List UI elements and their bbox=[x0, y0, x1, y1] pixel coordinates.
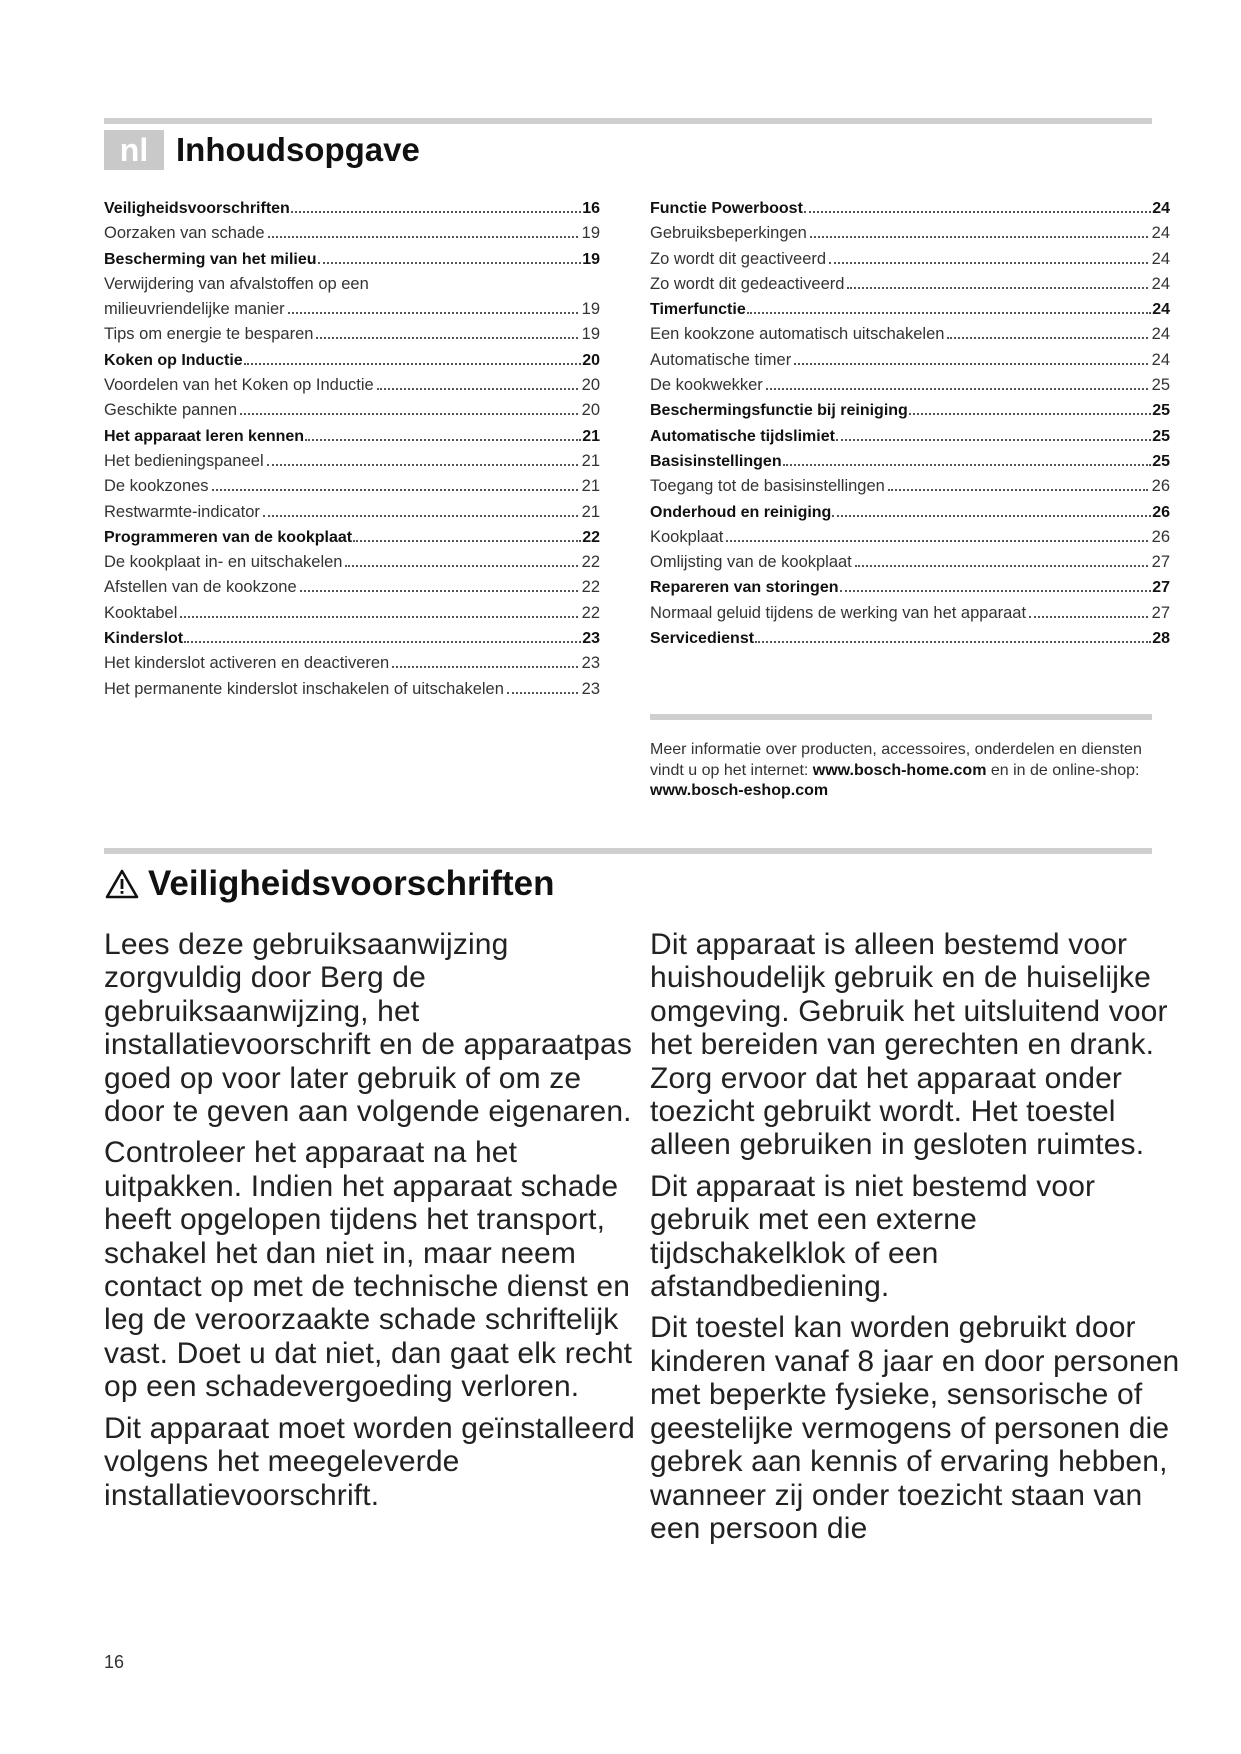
toc-entry-text: Het bedieningspaneel bbox=[104, 451, 264, 470]
dot-leader bbox=[345, 565, 577, 567]
dot-leader bbox=[766, 388, 1148, 390]
toc-entry-text: Zo wordt dit geactiveerd bbox=[650, 249, 827, 268]
dot-leader bbox=[829, 262, 1148, 264]
dot-leader bbox=[392, 666, 577, 668]
toc-entry-text: Repareren van storingen bbox=[650, 579, 839, 597]
toc-entry[interactable] bbox=[104, 651, 600, 676]
toc-entry[interactable] bbox=[650, 500, 1170, 525]
toc-page-number: 16 bbox=[582, 200, 600, 217]
toc-entry-text: Timerfunctie bbox=[650, 301, 746, 319]
toc-page-number: 20 bbox=[582, 351, 600, 369]
safety-title: Veiligheidsvoorschriften bbox=[148, 864, 555, 903]
toc-entry[interactable] bbox=[650, 247, 1170, 272]
toc-entry[interactable] bbox=[650, 221, 1170, 246]
dot-leader bbox=[726, 540, 1147, 542]
toc-page-number: 21 bbox=[582, 427, 600, 445]
toc-page-number: 26 bbox=[1151, 477, 1170, 496]
toc-entry-text: De kookwekker bbox=[650, 376, 763, 395]
dot-leader bbox=[305, 439, 581, 441]
toc-page-number: 23 bbox=[581, 654, 600, 673]
dot-leader bbox=[804, 211, 1151, 213]
paragraph: Dit toestel kan worden gebruikt door kinderen vanaf 8 jaar en door personen met beperkte fysieke, sensorische of geestelijke vermogens of personen die gebrek aan kennis of ervaring hebben, wanneer zij onder toezicht staan van een persoon die bbox=[650, 1311, 1180, 1545]
toc-entry-text: Beschermingsfunctie bij reiniging bbox=[650, 402, 908, 420]
toc-entry[interactable] bbox=[104, 398, 600, 423]
dot-leader bbox=[240, 413, 578, 415]
dot-leader bbox=[316, 337, 577, 339]
safety-left-column bbox=[104, 928, 644, 1520]
bosch-eshop-link[interactable]: www.bosch-eshop.com bbox=[650, 782, 829, 799]
dot-leader bbox=[300, 590, 578, 592]
toc-page-number: 22 bbox=[581, 578, 600, 597]
toc-entry-text: Oorzaken van schade bbox=[104, 224, 265, 243]
toc-entry-text: Restwarmte-indicator bbox=[104, 502, 260, 521]
paragraph: Dit apparaat moet worden geïnstalleerd volgens het meegeleverde installatievoorschrift. bbox=[104, 1411, 636, 1512]
dot-leader bbox=[836, 439, 1151, 441]
toc-entry-text: Functie Powerboost bbox=[650, 200, 803, 217]
toc-entry[interactable] bbox=[650, 196, 1170, 221]
toc-entry[interactable] bbox=[104, 348, 600, 373]
toc-entry[interactable] bbox=[104, 449, 600, 474]
section-rule bbox=[104, 848, 1152, 854]
safety-heading bbox=[104, 862, 555, 906]
toc-entry-text: De kookplaat in- en uitschakelen bbox=[104, 553, 343, 572]
toc-entry[interactable] bbox=[104, 373, 600, 398]
dot-leader bbox=[847, 287, 1147, 289]
toc-page-number: 27 bbox=[1151, 553, 1170, 572]
toc-page-number: 24 bbox=[1151, 224, 1170, 243]
dot-leader bbox=[291, 211, 581, 213]
toc-entry-text: De kookzones bbox=[104, 477, 209, 496]
toc-entry[interactable] bbox=[650, 373, 1170, 398]
dot-leader bbox=[180, 616, 577, 618]
info-text-b: en in de online-shop: bbox=[986, 761, 1140, 779]
toc-page-number: 24 bbox=[1152, 301, 1170, 319]
top-rule bbox=[104, 118, 1152, 124]
toc-entry[interactable] bbox=[650, 272, 1170, 297]
toc-page-number: 21 bbox=[581, 502, 600, 521]
toc-entry-text: Basisinstellingen bbox=[650, 452, 782, 470]
toc-entry-text: Koken op Inductie bbox=[104, 351, 243, 369]
toc-left-column bbox=[104, 196, 600, 702]
language-badge: nl bbox=[104, 130, 164, 170]
info-note bbox=[650, 740, 1170, 802]
toc-entry-text: Kookplaat bbox=[650, 527, 724, 546]
toc-entry-text: Bescherming van het milieu bbox=[104, 250, 317, 268]
dot-leader bbox=[212, 489, 578, 491]
toc-page-number: 26 bbox=[1152, 503, 1170, 521]
dot-leader bbox=[909, 413, 1151, 415]
toc-page-number: 22 bbox=[581, 553, 600, 572]
paragraph: Lees deze gebruiksaanwijzing zorgvuldig door Berg de gebruiksaanwijzing, het installatievoorschrift en de apparaatpas goed op voor later gebruik of om ze door te geven aan volgende eigenaren. bbox=[104, 928, 632, 1129]
toc-entry-text: Automatische timer bbox=[650, 350, 792, 369]
toc-entry[interactable] bbox=[650, 322, 1170, 347]
page-number: 16 bbox=[104, 1652, 125, 1672]
toc-page-number: 23 bbox=[581, 679, 600, 698]
dot-leader bbox=[184, 641, 581, 643]
toc-page-number: 24 bbox=[1151, 249, 1170, 268]
toc-entry[interactable] bbox=[650, 474, 1170, 499]
toc-entry-text: milieuvriendelijke manier bbox=[104, 300, 285, 319]
dot-leader bbox=[263, 515, 578, 517]
toc-page-number: 27 bbox=[1151, 603, 1170, 622]
toc-entry-text: Een kookzone automatisch uitschakelen bbox=[650, 325, 945, 344]
toc-page-number: 25 bbox=[1152, 402, 1170, 420]
dot-leader bbox=[377, 388, 578, 390]
toc-entry-text: Het permanente kinderslot inschakelen of uitschakelen bbox=[104, 679, 504, 698]
dot-leader bbox=[810, 236, 1148, 238]
paragraph: Dit apparaat is niet bestemd voor gebruik met een externe tijdschakelklok of een afstandbediening. bbox=[650, 1169, 1096, 1304]
toc-page-number: 28 bbox=[1152, 630, 1170, 648]
dot-leader bbox=[244, 363, 582, 365]
toc-entry[interactable] bbox=[104, 474, 600, 499]
toc-entry-text: Servicedienst bbox=[650, 630, 755, 648]
safety-right-column bbox=[650, 928, 1180, 1553]
toc-entry-text: Gebruiksbeperkingen bbox=[650, 224, 807, 243]
toc-page-number: 21 bbox=[581, 451, 600, 470]
toc-entry-text: Kooktabel bbox=[104, 603, 178, 622]
dot-leader bbox=[507, 692, 578, 694]
toc-page-number: 19 bbox=[582, 250, 600, 268]
toc-entry-text: Veiligheidsvoorschriften bbox=[104, 200, 290, 217]
toc-entry[interactable] bbox=[650, 297, 1170, 322]
toc-entry[interactable] bbox=[650, 449, 1170, 474]
toc-page-number: 21 bbox=[581, 477, 600, 496]
dot-leader bbox=[783, 464, 1152, 466]
toc-entry-text: Automatische tijdslimiet bbox=[650, 427, 835, 445]
dot-leader bbox=[947, 337, 1147, 339]
toc-entry-text: Omlijsting van de kookplaat bbox=[650, 553, 852, 572]
toc-entry[interactable] bbox=[650, 348, 1170, 373]
toc-entry[interactable] bbox=[104, 601, 600, 626]
toc-entry-line bbox=[104, 272, 600, 297]
warning-icon bbox=[104, 868, 140, 900]
toc-entry[interactable] bbox=[650, 424, 1170, 449]
dot-leader bbox=[888, 489, 1148, 491]
toc-page-number: 20 bbox=[581, 376, 600, 395]
toc-entry[interactable] bbox=[650, 550, 1170, 575]
dot-leader bbox=[318, 262, 582, 264]
toc-entry[interactable] bbox=[650, 525, 1170, 550]
toc-entry[interactable] bbox=[650, 398, 1170, 423]
toc-title: Inhoudsopgave bbox=[176, 131, 420, 168]
toc-page-number: 24 bbox=[1151, 350, 1170, 369]
dot-leader bbox=[840, 590, 1152, 592]
toc-entry[interactable] bbox=[650, 626, 1170, 651]
dot-leader bbox=[855, 565, 1148, 567]
toc-entry[interactable] bbox=[650, 575, 1170, 600]
toc-entry-text: Kinderslot bbox=[104, 630, 184, 648]
toc-entry[interactable] bbox=[104, 575, 600, 600]
toc-entry[interactable] bbox=[104, 322, 600, 347]
toc-page-number: 24 bbox=[1152, 200, 1170, 217]
dot-leader bbox=[1029, 616, 1148, 618]
toc-entry[interactable] bbox=[104, 677, 600, 702]
dot-leader bbox=[832, 515, 1151, 517]
toc-entry-text: Afstellen van de kookzone bbox=[104, 578, 297, 597]
toc-entry-text: Het kinderslot activeren en deactiveren bbox=[104, 654, 390, 673]
paragraph: Controleer het apparaat na het uitpakken. Indien het apparaat schade heeft opgelopen tijdens het transport, schakel het dan niet in, maar neem contact op met de technische dienst en leg de veroorzaakte schade schriftelijk vast. Doet u dat niet, dan gaat elk recht op een schadevergoeding verloren. bbox=[104, 1136, 633, 1404]
toc-right-column bbox=[650, 196, 1170, 651]
toc-page-number: 19 bbox=[581, 224, 600, 243]
toc-page-number: 25 bbox=[1152, 452, 1170, 470]
toc-entry-text: Programmeren van de kookplaat bbox=[104, 528, 353, 546]
toc-page-number: 24 bbox=[1151, 274, 1170, 293]
dot-leader bbox=[794, 363, 1147, 365]
toc-entry[interactable] bbox=[104, 626, 600, 651]
toc-entry-text: Tips om energie te besparen bbox=[104, 325, 314, 344]
toc-entry[interactable] bbox=[104, 525, 600, 550]
toc-page-number: 25 bbox=[1151, 376, 1170, 395]
toc-entry-text: Geschikte pannen bbox=[104, 401, 238, 420]
toc-page-number: 25 bbox=[1152, 427, 1170, 445]
toc-page-number: 24 bbox=[1151, 325, 1170, 344]
dot-leader bbox=[353, 540, 581, 542]
toc-entry-text: Toegang tot de basisinstellingen bbox=[650, 477, 885, 496]
toc-page-number: 22 bbox=[581, 603, 600, 622]
toc-entry-text: Zo wordt dit gedeactiveerd bbox=[650, 274, 845, 293]
toc-entry[interactable] bbox=[104, 247, 600, 272]
toc-page-number: 19 bbox=[581, 325, 600, 344]
toc-entry[interactable] bbox=[650, 601, 1170, 626]
toc-entry-text: Het apparaat leren kennen bbox=[104, 427, 305, 445]
bosch-home-link[interactable]: www.bosch-home.com bbox=[812, 761, 987, 779]
info-rule bbox=[650, 714, 1152, 720]
dot-leader bbox=[267, 464, 578, 466]
info-text-a: Meer informatie over producten, accessoires, onderdelen en diensten vindt u op het internet: bbox=[650, 741, 1142, 779]
toc-page-number: 19 bbox=[581, 300, 600, 319]
toc-entry[interactable] bbox=[104, 500, 600, 525]
toc-page-number: 27 bbox=[1152, 579, 1170, 597]
paragraph: Dit apparaat is alleen bestemd voor huishoudelijk gebruik en de huiselijke omgeving. Gebruik het uitsluitend voor het bereiden van gerechten en drank. Zorg ervoor dat het apparaat onder toezicht gebruikt wordt. Het toestel alleen gebruiken in gesloten ruimtes. bbox=[650, 928, 1168, 1162]
toc-entry[interactable] bbox=[104, 221, 600, 246]
toc-page-number: 26 bbox=[1151, 527, 1170, 546]
dot-leader bbox=[755, 641, 1151, 643]
toc-entry-text: Verwijdering van afvalstoffen op een bbox=[104, 274, 369, 293]
toc-page-number: 22 bbox=[582, 528, 600, 546]
toc-entry[interactable] bbox=[104, 297, 600, 322]
toc-entry-text: Normaal geluid tijdens de werking van het apparaat bbox=[650, 603, 1027, 622]
toc-entry[interactable] bbox=[104, 196, 600, 221]
toc-entry[interactable] bbox=[104, 424, 600, 449]
toc-page-number: 20 bbox=[581, 401, 600, 420]
toc-page-number: 23 bbox=[582, 630, 600, 648]
toc-entry-text: Voordelen van het Koken op Inductie bbox=[104, 376, 374, 395]
toc-entry[interactable] bbox=[104, 550, 600, 575]
dot-leader bbox=[288, 312, 578, 314]
dot-leader bbox=[268, 236, 578, 238]
dot-leader bbox=[747, 312, 1151, 314]
toc-entry-text: Onderhoud en reiniging bbox=[650, 503, 832, 521]
